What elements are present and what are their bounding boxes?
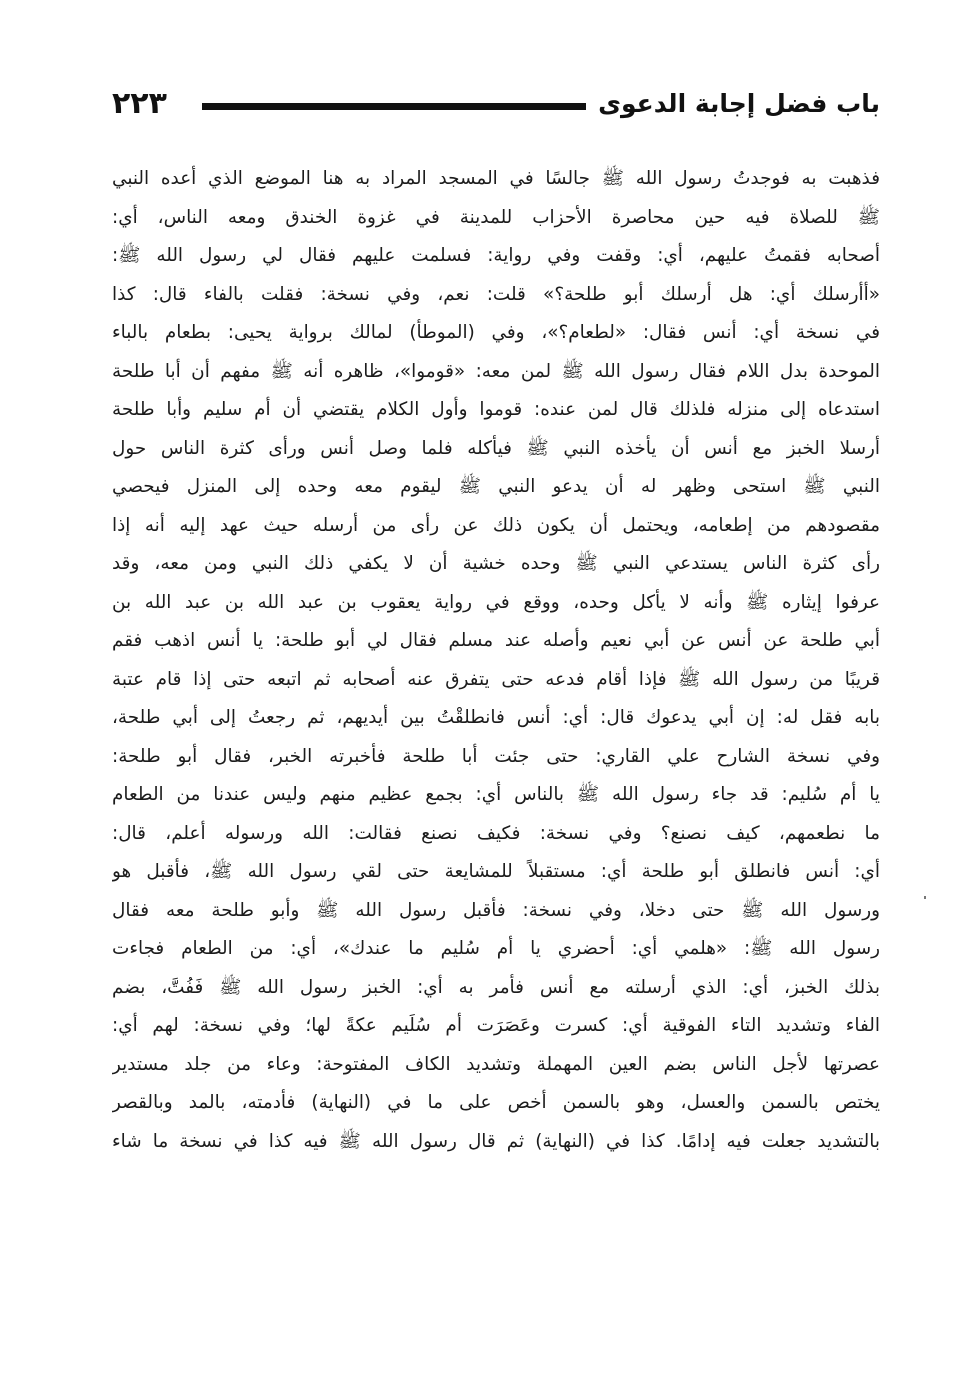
text-line: وفي نسخة الشارح علي القاري: حتى جئت أبا طلحة فأخبرته الخبر، فقال أبو طلحة: xyxy=(112,745,880,767)
text-line: رسول الله ﷺ: «هلمي أي: أحضري يا أم سُليم ما عندك»، أي: من الطعام فجاءت xyxy=(112,938,880,959)
text-line: في نسخة أي: أنس فقال: «لطعام؟»، وفي (الموطأ) لمالك برواية يحيى: بطعام بالباء xyxy=(112,322,880,343)
text-line: عصرتها لأجل الناس بضم العين المهملة وتشديد الكاف المفتوحة: وعاء من جلد مستدير xyxy=(112,1053,880,1075)
header-rule xyxy=(202,103,586,110)
text-line: فذهبت به فوجدتُ رسول الله ﷺ جالسًا في المسجد المراد به هنا الموضع الذي أعده النبي xyxy=(112,168,880,189)
text-line: ورسول الله ﷺ حتى دخلا، وفي نسخة: فأقبل رسول الله ﷺ وأبو طلحة معه فقال xyxy=(112,899,880,921)
text-line: رأى كثرة الناس يستدعي النبي ﷺ وحده خشية أن لا يكفي ذلك النبي ومن معه، وقد xyxy=(112,553,880,574)
text-line: قريبًا من رسول الله ﷺ فإذا أقام فدعه حتى يتفرق عنه أصحابه ثم اتبعه حتى إذا قام عتبة xyxy=(112,668,880,690)
text-line: النبي ﷺ استحى وظهر له أن يدعو النبي ﷺ ليقوم معه وحده إلى المنزل فيحصي xyxy=(112,476,880,497)
text-line: «أأرسلك أي: هل أرسلك أبو طلحة؟» قلت: نعم، وفي نسخة: فقلت بالفاء قال: كذا xyxy=(112,283,880,305)
text-line: مقصودهم من إطعامه، ويحتمل أن يكون ذلك عن رأى من أرسله حيث عهد إليه أنه إذا xyxy=(112,514,880,536)
scan-speck xyxy=(924,896,926,899)
text-line: بابه فقل له: إن أبي يدعوك قال: أي: أنس فانطلقْتُ بين أيديهم، ثم رجعتُ إلى أبي طلحة، xyxy=(112,707,880,728)
text-line: الموحدة بدل اللام فقال رسول الله ﷺ لمن معه: «قوموا»، ظاهره أنه ﷺ مفهم أن أبا طلحة xyxy=(112,360,880,382)
text-line: ﷺ للصلاة فيه حين محاصرة الأحزاب للمدينة في غزوة الخندق ومعه الناس، أي: xyxy=(112,206,880,228)
text-line: أصحابه فقمتُ عليهم، أي: وقفت وفي رواية: فسلمت عليهم فقال لي رسول الله ﷺ: xyxy=(112,245,880,266)
text-line: عرفوا إيثاره ﷺ وأنه لا يأكل وحده، ووقع في رواية يعقوب بن عبد الله بن عبد الله بن xyxy=(112,591,880,613)
body-text xyxy=(112,160,880,1161)
text-line: بذلك الخبز، أي: الذي أرسلته مع أنس فأمر به أي: الخبز رسول الله ﷺ فَفُتَّ، بضم xyxy=(112,976,880,998)
text-line: الفاء وتشديد التاء الفوقية أي: كسرت وعَصَرَت أم سُلَيم عكةً لها؛ وفي نسخة: لهم أي: xyxy=(112,1015,880,1036)
text-line: ما نطعمهم، كيف نصنع؟ وفي نسخة: فكيف نصنع فقالت: الله ورسوله أعلم، قال: xyxy=(112,822,880,844)
text-line: أرسلا الخبز مع أنس أن يأخذه النبي ﷺ فيأكله فلما وصل أنس ورأى كثرة الناس حول xyxy=(112,437,880,459)
text-line: يا أم سُليم: قد جاء رسول الله ﷺ بالناس أي: بجمع عظيم منهم وليس عندنا من الطعام xyxy=(112,784,880,805)
text-line: أبي طلحة عن أنس عن أبي نعيم وأصله عند مسلم فقال لي أبو طلحة: يا أنس اذهب فقم xyxy=(112,630,880,651)
page-number: ٢٢٣ xyxy=(112,86,167,121)
text-line: أي: أنس فانطلق أبو طلحة أي: مستقبلاً للمشايعة حتى لقي رسول الله ﷺ، فأقبل هو xyxy=(112,861,880,882)
text-line: يختص بالسمن والعسل، وهو بالسمن أخص على ما في (النهاية) فأدمته، بالمد وبالقصر xyxy=(112,1092,880,1113)
chapter-title: باب فضل إجابة الدعوى xyxy=(598,89,880,118)
running-header xyxy=(112,82,880,126)
text-line: بالتشديد جعلت فيه إدامًا. كذا في (النهاية) ثم قال رسول الله ﷺ فيه كذا في نسخة ما شاء xyxy=(112,1130,880,1152)
text-line: استدعاه إلى منزله فلذلك قال لمن عنده: قوموا وأول الكلام يقتضي أن أم سليم وأبا طلحة xyxy=(112,399,880,420)
